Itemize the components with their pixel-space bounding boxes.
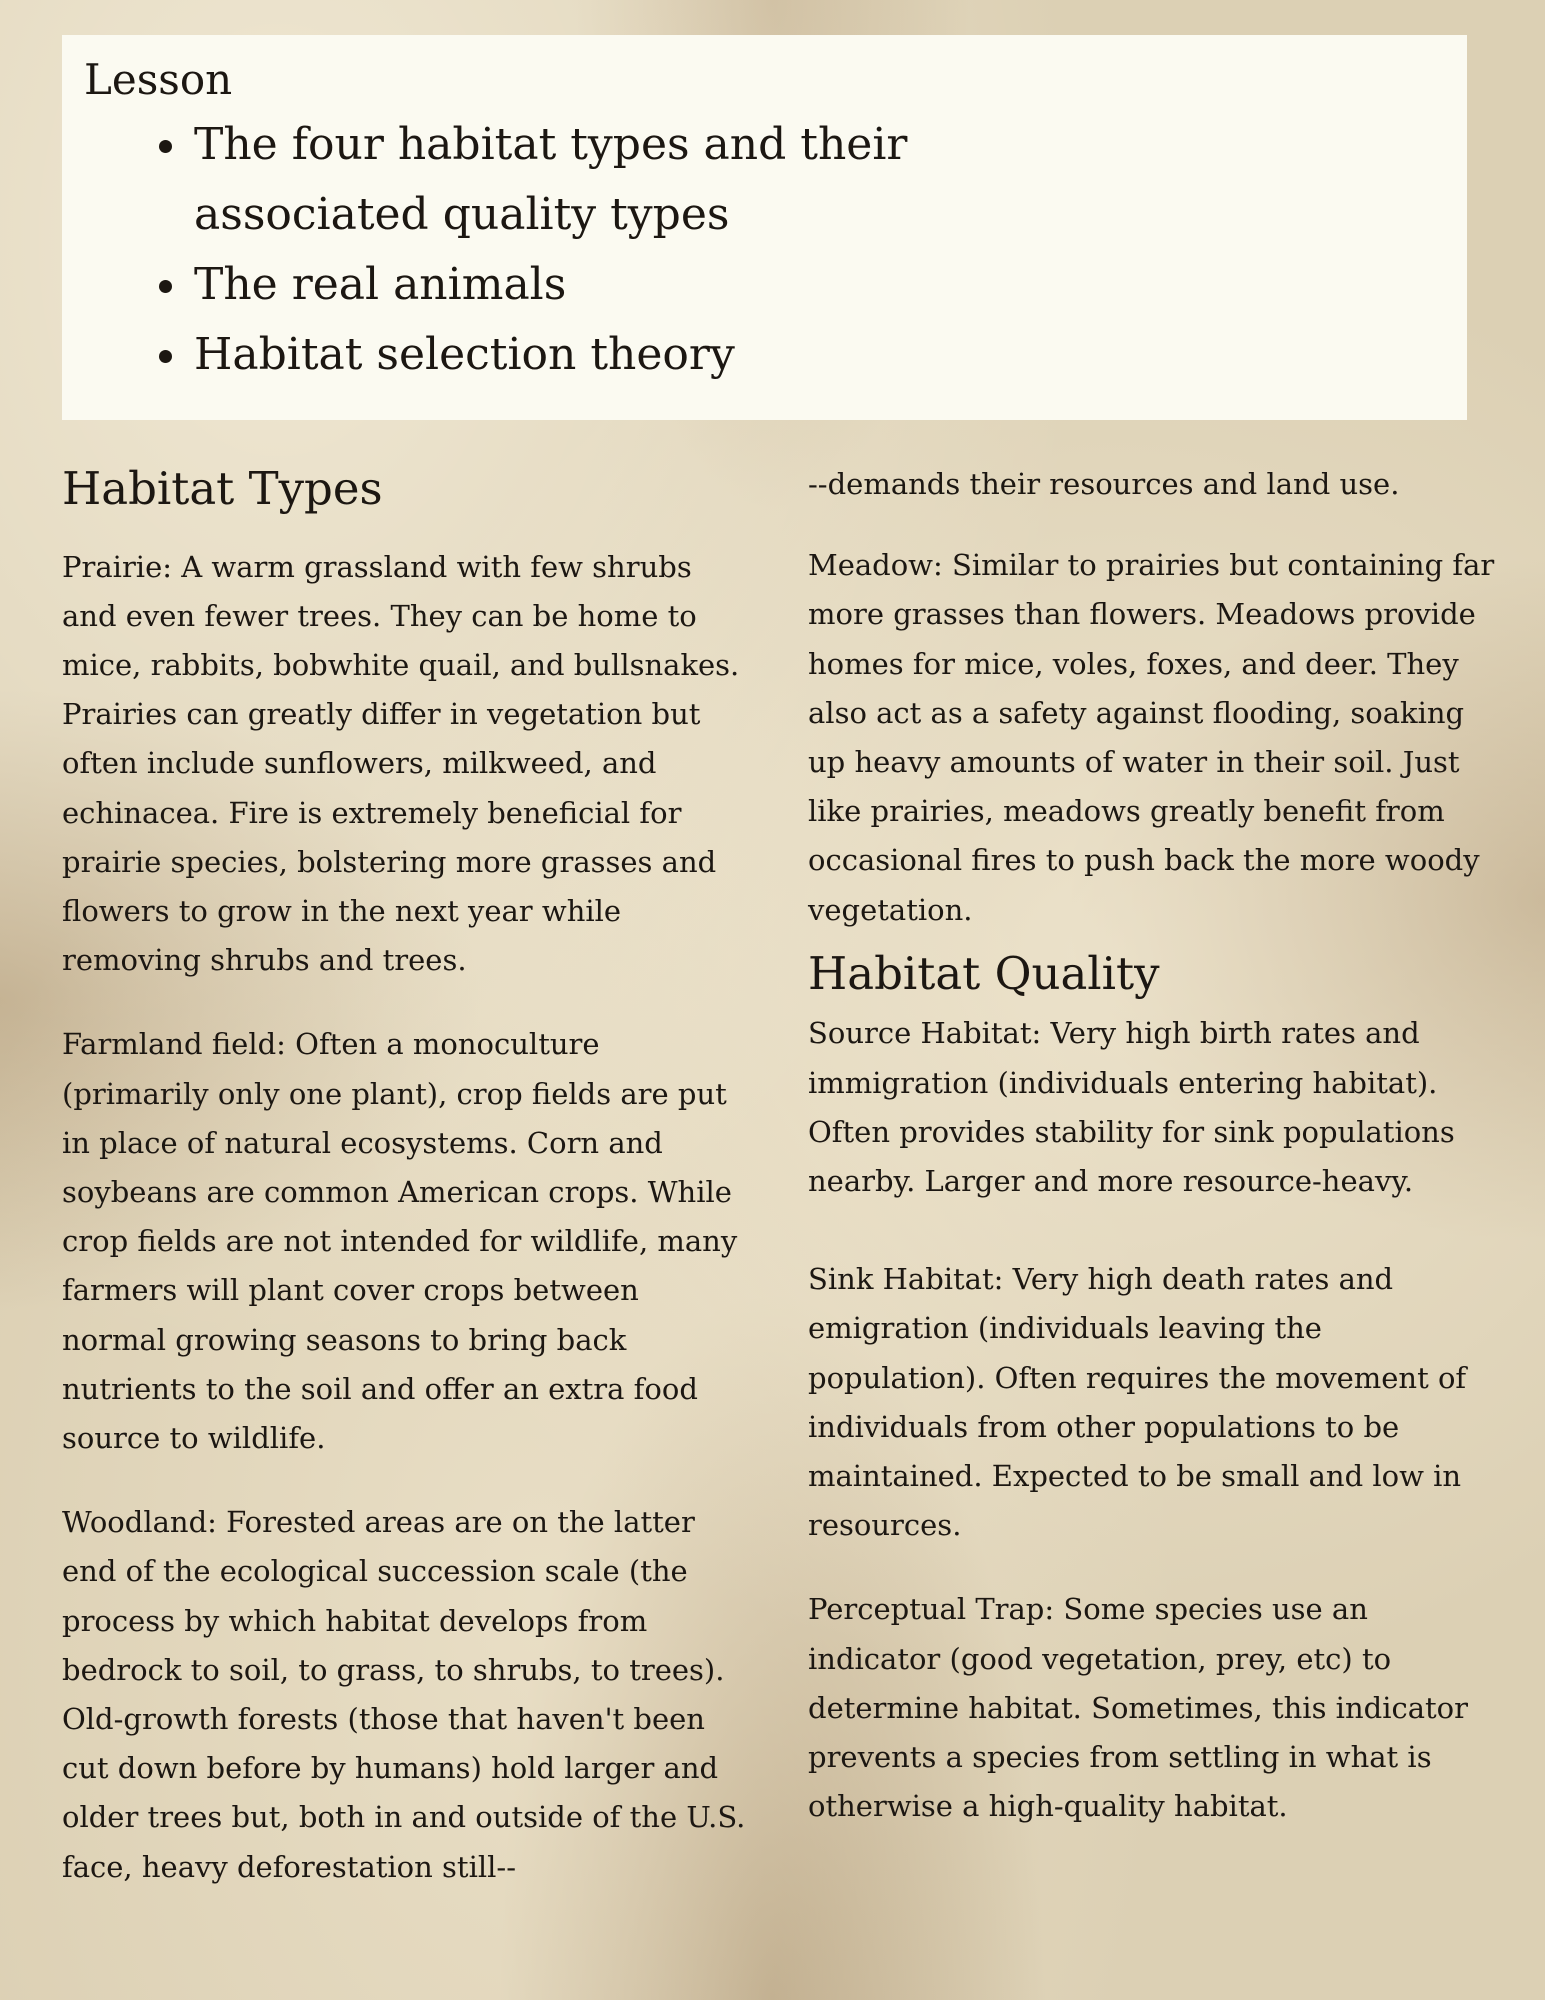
habitat-quality-heading: Habitat Quality [808,946,1160,1000]
woodland-continued: --demands their resources and land use. [808,467,1400,501]
lesson-item: • Habitat selection theory [192,320,952,390]
meadow-text: Similar to prairies but containing far more grasses than flowers. Meadows provide homes for mice, voles, foxes, and deer. They also act as a safety against flooding, soaking up heavy amounts of water in their soil. Just like prairies, meadows greatly benefit from occasional fires to push back the more woody vegetation. [808,548,1495,927]
sink-term: Sink Habitat: [808,1262,1004,1297]
lesson-item: • The real animals [192,250,952,320]
meadow-paragraph [808,541,1508,935]
lesson-box [62,35,1467,420]
source-term: Source Habitat: [808,1016,1042,1051]
meadow-term: Meadow: [808,548,943,583]
prairie-text: A warm grassland with few shrubs and even fewer trees. They can be home to mice, rabbits, bobwhite quail, and bullsnakes. Prairies can greatly differ in vegetation but often include sunflowers, milkweed, and echinacea. Fire is extremely beneficial for prairie species, bolstering more grasses and flowers to grow in the next year while removing shrubs and trees. [62,549,740,978]
source-text: Very high birth rates and immigration (individuals entering habitat). Often provides stability for sink populations nearby. Larger and more resource-heavy. [808,1016,1455,1198]
left-column [62,460,752,1892]
prairie-paragraph [62,543,752,986]
sink-paragraph [808,1255,1508,1550]
prairie-term: Prairie: [62,549,173,584]
habitat-types-heading: Habitat Types [62,462,383,515]
trap-term: Perceptual Trap: [808,1592,1055,1627]
lesson-title: Lesson [84,55,233,104]
woodland-paragraph [62,1498,752,1892]
sink-text: Very high death rates and emigration (individuals leaving the population). Often requires the movement of individuals from other populations to be maintained. Expected to be small and low in resources. [808,1262,1467,1543]
trap-paragraph [808,1585,1508,1831]
lesson-list [84,110,952,390]
woodland-term: Woodland: [62,1505,217,1540]
lesson-item: • The four habitat types and their associated quality types [192,110,952,250]
woodland-text: Forested areas are on the latter end of the ecological succession scale (the process by which habitat develops from bedrock to soil, to grass, to shrubs, to trees). Old-growth forests (those that haven't been cut down before by humans) hold larger and older trees but, both in and outside of the U.S. face, heavy deforestation still-- [62,1505,746,1884]
trap-text: Some species use an indicator (good vegetation, prey, etc) to determine habitat. Sometimes, this indicator prevents a species from settling in what is otherwise a high-quality habitat. [808,1592,1468,1824]
farmland-paragraph [62,1020,752,1463]
farmland-term: Farmland field: [62,1027,286,1062]
right-column [808,460,1508,1831]
farmland-text: Often a monoculture (primarily only one plant), crop fields are put in place of natural ecosystems. Corn and soybeans are common American crops. While crop fields are not intended for wildlife, many farmers will plant cover crops between normal growing seasons to bring back nutrients to the soil and offer an extra food source to wildlife. [62,1027,738,1455]
source-paragraph [808,1009,1508,1206]
